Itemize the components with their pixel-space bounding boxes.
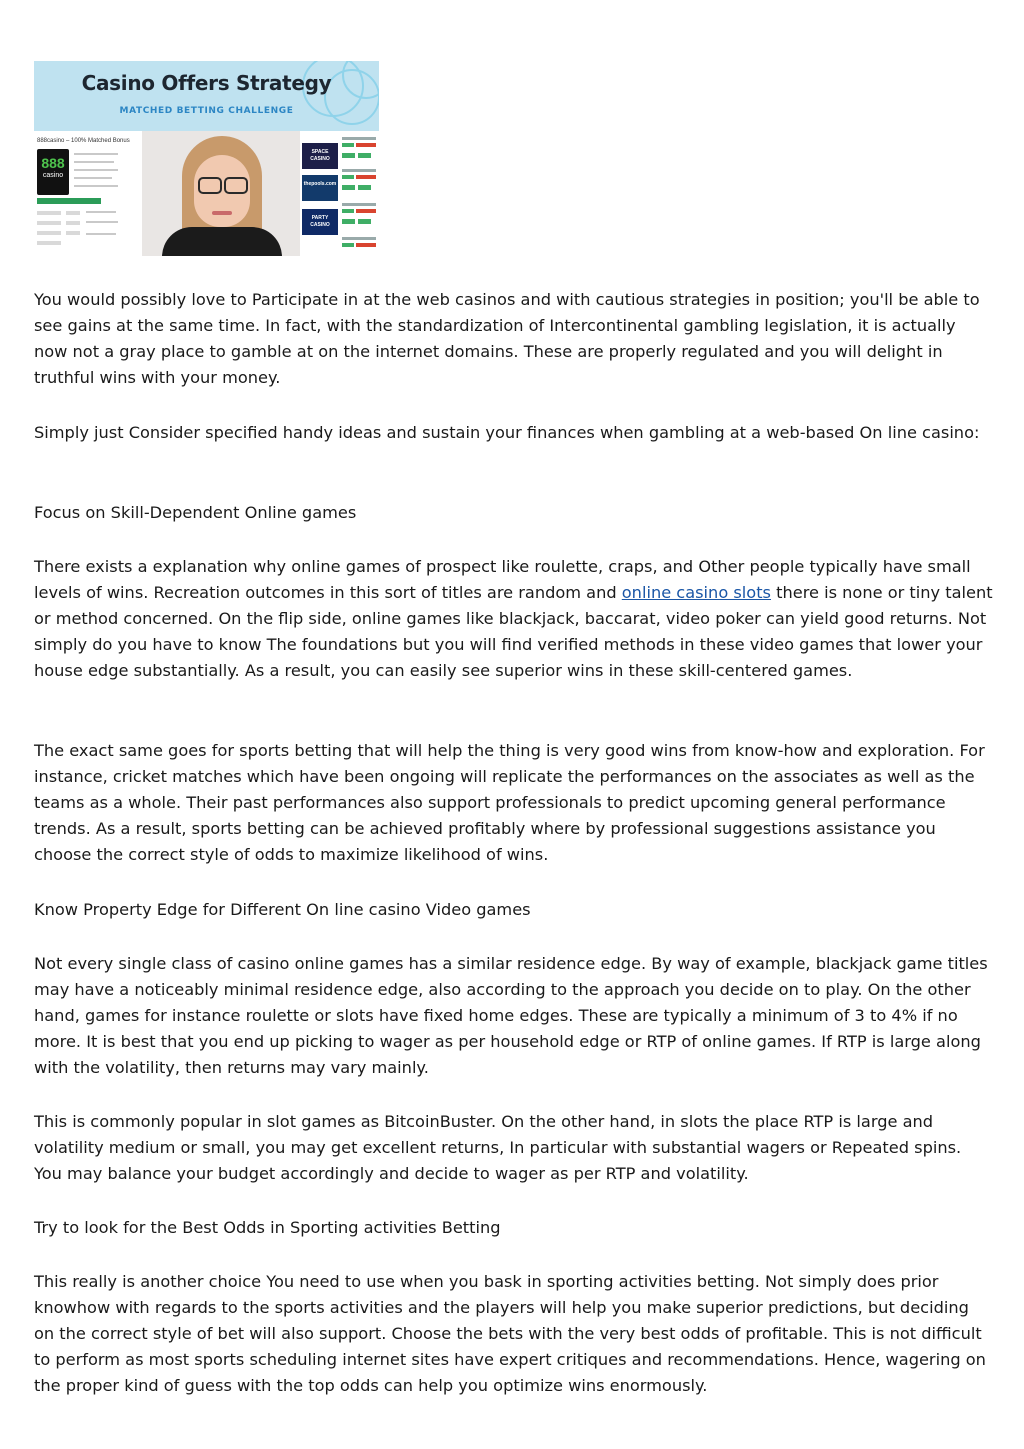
casino-button <box>342 185 355 190</box>
thumbnail-casino-list <box>300 131 379 256</box>
glasses-lens <box>198 177 222 194</box>
casino-tag <box>342 175 354 179</box>
thepools-logo: thepools.com <box>302 175 338 201</box>
paragraph-rtp-volatility: This is commonly popular in slot games as BitcoinBuster. On the other hand, in slots the place RTP is large and volatility medium or small, you may get excellent returns, In particular with substantial wagers or Repeated spins. You may balance your budget accordingly and decide to wager as per RTP and volatility. <box>34 1112 962 1183</box>
space-casino-logo: SPACE CASINO <box>302 143 338 169</box>
article-thumbnail <box>34 61 379 256</box>
casino-tag <box>356 175 376 179</box>
paragraph-sports-betting: The exact same goes for sports betting that will help the thing is very good wins from know-how and exploration. For instance, cricket matches which have been ongoing will replicate the performances on the associates as well as the teams as a whole. Their past performances also support professionals to predict upcoming general performance trends. As a result, sports betting can be achieved profitably where by professional suggestions assistance you choose the correct style of odds to maximize likelihood of wins. <box>34 741 985 864</box>
offer-text-line <box>74 185 118 187</box>
casino-tag <box>342 209 354 213</box>
offer-heading: 888casino – 100% Matched Bonus <box>37 138 130 144</box>
heading-skill-games: Focus on Skill-Dependent Online games <box>34 503 357 522</box>
offer-text-line <box>74 153 118 155</box>
online-casino-slots-link[interactable]: online casino slots <box>621 583 771 602</box>
casino-tag <box>342 243 354 247</box>
casino-text-line <box>342 137 376 140</box>
casino-tag <box>342 143 354 147</box>
casino-text-line <box>342 237 376 240</box>
paragraph-skill-games <box>34 554 994 684</box>
paragraph-best-odds: This really is another choice You need to use when you bask in sporting activities betting. Not simply does prior knowhow with regards to the sports activities and the players will help you make superior predictions, but deciding on the correct style of bet will also support. Choose the bets with the very best odds of profitable. This is not difficult to perform as most sports scheduling internet sites have expert critiques and recommendations. Hence, wagering on the proper kind of guess with the top odds can help you optimize wins enormously. <box>34 1272 986 1395</box>
casino-button <box>358 185 371 190</box>
offer-text-line <box>74 169 118 171</box>
offer-table-cell <box>66 211 80 215</box>
offer-text-line <box>74 177 112 179</box>
offer-text-line <box>86 233 116 235</box>
paragraph-text: There exists a explanation why online games of prospect like roulette, craps, and Other people typically have small levels of wins. Recreation outcomes in this sort of titles are random and <box>34 557 971 602</box>
casino-text-line <box>342 169 376 172</box>
casino-button <box>342 153 355 158</box>
offer-table-cell <box>37 221 61 225</box>
paragraph-tips: Simply just Consider specified handy ideas and sustain your finances when gambling at a web-based On line casino: <box>34 423 980 442</box>
logo-word: casino <box>42 172 64 179</box>
thumbnail-header <box>34 61 379 131</box>
offer-table-cell <box>66 221 80 225</box>
casino-tag <box>356 143 376 147</box>
casino-text-line <box>342 203 376 206</box>
paragraph-text: there is none or tiny talent or method concerned. On the flip side, online games like blackjack, baccarat, video poker can yield good returns. Not simply do you have to know The foundations but you will find verified methods in these video games that lower your house edge substantially. As a result, you can easily see superior wins in these skill-centered games. <box>34 583 993 680</box>
thumbnail-subtitle: MATCHED BETTING CHALLENGE <box>119 106 294 116</box>
thumbnail-title: Casino Offers Strategy <box>81 71 332 95</box>
presenter-photo <box>142 131 300 256</box>
presenter-shirt <box>162 227 282 256</box>
heading-best-odds: Try to look for the Best Odds in Sporting activities Betting <box>34 1218 501 1237</box>
casino-button <box>358 153 371 158</box>
offer-table-cell <box>37 241 61 245</box>
offer-green-bar <box>37 198 101 204</box>
casino-button <box>342 219 355 224</box>
offer-text-line <box>74 161 114 163</box>
logo-number: 888 <box>41 155 65 171</box>
offer-table-cell <box>37 211 61 215</box>
presenter-mouth <box>212 211 232 215</box>
888casino-logo <box>37 149 69 195</box>
heading-house-edge: Know Property Edge for Different On line casino Video games <box>34 900 531 919</box>
casino-button <box>358 219 371 224</box>
offer-table-cell <box>66 231 80 235</box>
offer-text-line <box>86 221 118 223</box>
paragraph-house-edge: Not every single class of casino online games has a similar residence edge. By way of example, blackjack game titles may have a noticeably minimal residence edge, also according to the approach you decide on to play. On the other hand, games for instance roulette or slots have fixed home edges. These are typically a minimum of 3 to 4% if no more. It is best that you end up picking to wager as per household edge or RTP of online games. If RTP is large along with the volatility, then returns may vary mainly. <box>34 954 988 1077</box>
paragraph-intro: You would possibly love to Participate in at the web casinos and with cautious strategies in position; you'll be able to see gains at the same time. In fact, with the standardization of Intercontinental gambling legislation, it is actually now not a gray place to gamble at on the internet domains. These are properly regulated and you will delight in truthful wins with your money. <box>34 290 980 387</box>
glasses-lens <box>224 177 248 194</box>
casino-tag <box>356 209 376 213</box>
party-casino-logo: PARTY CASINO <box>302 209 338 235</box>
offer-table-cell <box>37 231 61 235</box>
casino-tag <box>356 243 376 247</box>
offer-text-line <box>86 211 116 213</box>
